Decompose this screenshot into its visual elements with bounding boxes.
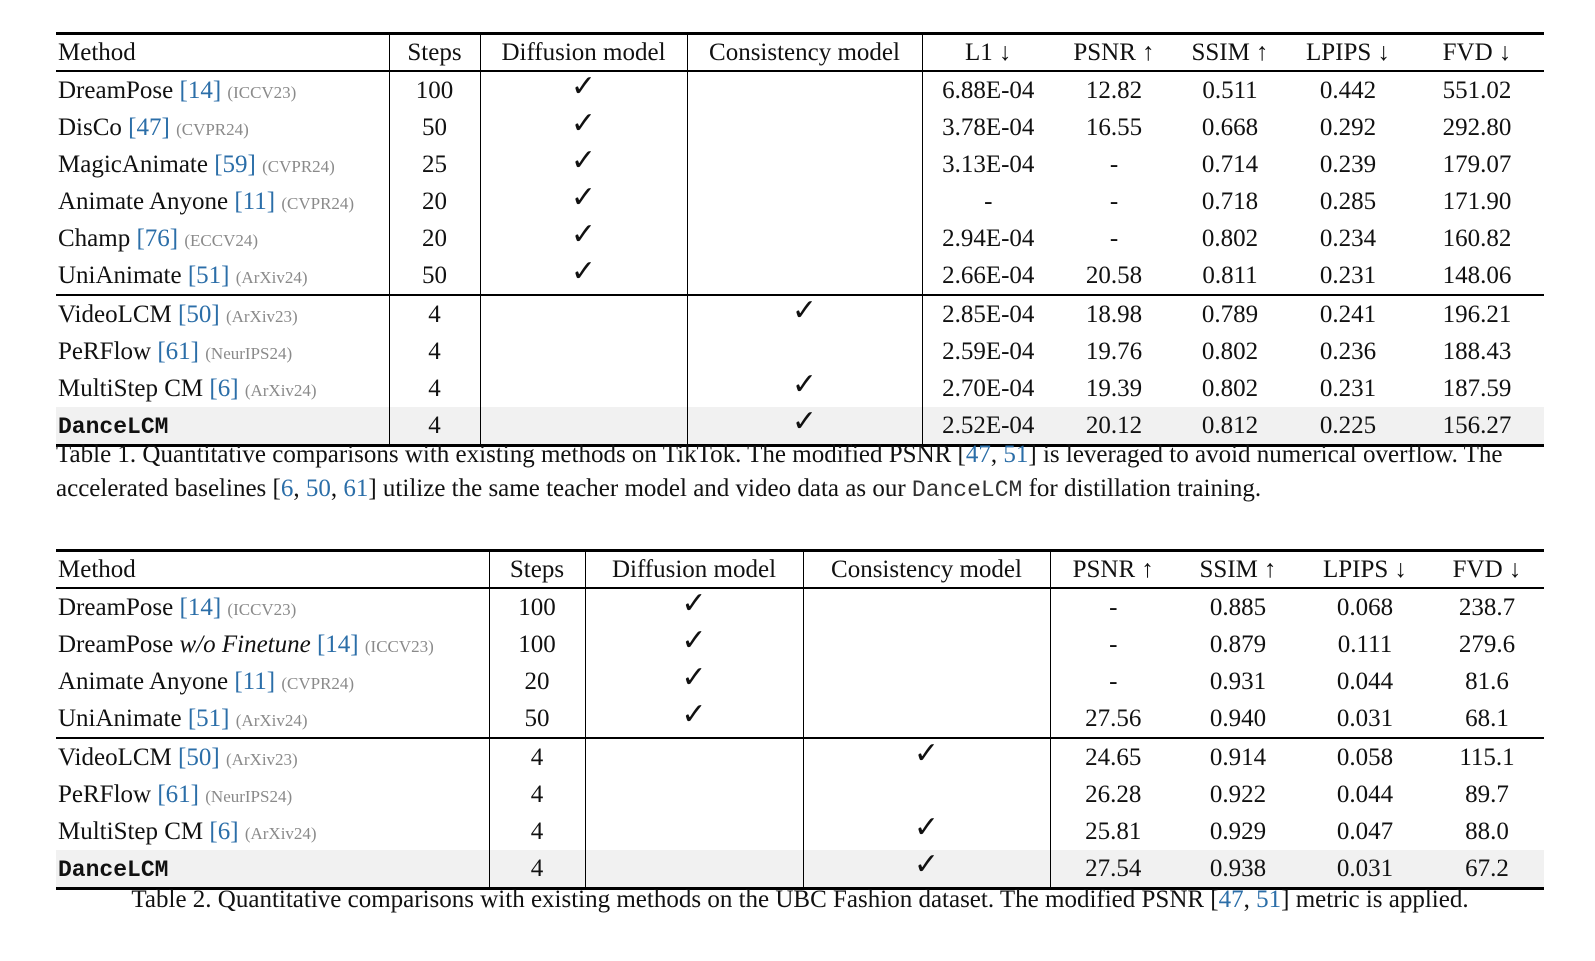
- table-row: [56, 71, 1544, 109]
- header-consistency-model: Consistency model: [687, 34, 922, 72]
- method-name: DisCo: [58, 114, 122, 141]
- consistency-model-cell: [803, 663, 1050, 700]
- checkmark-icon: ✓: [570, 216, 597, 252]
- consistency-model-cell: [687, 366, 922, 407]
- citation-link[interactable]: [14]: [316, 631, 359, 658]
- metric-cell: 160.82: [1442, 225, 1512, 252]
- diffusion-model-cell: [585, 585, 803, 626]
- method-cell: [56, 700, 489, 738]
- metric-cell: 0.802: [1201, 225, 1259, 252]
- steps-cell: 4: [489, 850, 585, 889]
- metric-cell: 0.047: [1336, 818, 1394, 845]
- diffusion-model-cell: [585, 622, 803, 663]
- metric-cell: 20.58: [1085, 262, 1143, 289]
- table-1-caption: [56, 438, 1544, 507]
- method-cell: [56, 257, 389, 295]
- metric-cell: 67.2: [1430, 850, 1544, 889]
- venue-label: (ArXiv24): [244, 381, 317, 400]
- metric-cell: 24.65: [1050, 738, 1176, 776]
- table-1-header-row: [56, 34, 1544, 72]
- diffusion-model-cell: [585, 738, 803, 776]
- metric-cell: 81.6: [1465, 668, 1509, 695]
- metric-cell: 3.78E-04: [942, 114, 1035, 141]
- metric-cell: -: [1109, 631, 1118, 658]
- checkmark-icon: ✓: [681, 696, 707, 732]
- table-row: [56, 776, 1544, 813]
- caption-text: Table 1. Quantitative comparisons with existing methods on TikTok. The modified PSNR [: [56, 441, 966, 468]
- metric-cell: 0.231: [1319, 262, 1377, 289]
- method-cell: [56, 663, 489, 700]
- metric-cell: 0.811: [1202, 262, 1258, 289]
- citation-link[interactable]: 61: [343, 475, 369, 502]
- metric-cell: 196.21: [1410, 295, 1544, 333]
- method-cell: [56, 146, 389, 183]
- diffusion-model-cell: [480, 216, 687, 257]
- citation-link[interactable]: [59]: [214, 151, 256, 178]
- citation-link[interactable]: 47: [965, 441, 991, 468]
- metric-cell: 0.802: [1201, 375, 1259, 402]
- table-row: [56, 333, 1544, 370]
- venue-label: (ArXiv24): [235, 711, 308, 730]
- header-lpips: LPIPS ↓: [1286, 34, 1410, 72]
- checkmark-icon: ✓: [570, 142, 597, 178]
- venue-label: (ECCV24): [184, 231, 259, 250]
- diffusion-model-cell: [585, 776, 803, 813]
- metric-cell: 0.511: [1202, 77, 1258, 104]
- venue-label: (ICCV23): [227, 83, 297, 102]
- metric-cell: 0.068: [1336, 594, 1394, 621]
- metric-cell: 148.06: [1442, 262, 1512, 289]
- metric-cell: 156.27: [1410, 407, 1544, 446]
- caption-text: ,: [330, 475, 344, 502]
- method-name: DanceLCM: [58, 856, 169, 883]
- caption-text: ,: [1243, 886, 1257, 913]
- steps-cell: 20: [389, 220, 480, 257]
- metric-cell: -: [1109, 188, 1119, 215]
- diffusion-model-cell: [585, 696, 803, 738]
- method-cell: [56, 220, 389, 257]
- venue-label: (CVPR24): [262, 157, 335, 176]
- citation-link[interactable]: 51: [1003, 441, 1029, 468]
- table-row: [56, 588, 1544, 626]
- metric-cell: 0.241: [1286, 295, 1410, 333]
- metric-cell: -: [1109, 594, 1118, 621]
- checkmark-icon: ✓: [913, 809, 940, 845]
- citation-link[interactable]: [50]: [178, 301, 220, 328]
- diffusion-model-cell: [480, 105, 687, 146]
- steps-cell: 4: [489, 738, 585, 776]
- metric-cell: -: [1109, 151, 1119, 178]
- citation-link[interactable]: [6]: [209, 375, 239, 402]
- citation-link[interactable]: [6]: [209, 818, 239, 845]
- citation-link[interactable]: [51]: [187, 705, 230, 732]
- metric-cell: 0.922: [1209, 781, 1267, 808]
- metric-cell: 0.031: [1336, 705, 1394, 732]
- consistency-model-cell: [803, 809, 1050, 850]
- steps-cell: 100: [489, 588, 585, 626]
- steps-cell: 20: [389, 183, 480, 220]
- caption-text: ] is leveraged to avoid numerical overflow. The accelerated baselines [: [56, 441, 1503, 502]
- citation-link[interactable]: [61]: [157, 338, 199, 365]
- method-name: MagicAnimate: [58, 151, 208, 178]
- table-2-caption: [56, 883, 1544, 917]
- method-cell: [56, 370, 389, 407]
- method-name: MultiStep CM: [58, 375, 204, 402]
- metric-cell: 0.802: [1201, 338, 1259, 365]
- metric-cell: 19.76: [1085, 338, 1143, 365]
- metric-cell: 2.70E-04: [942, 375, 1035, 402]
- metric-cell: 188.43: [1442, 338, 1512, 365]
- consistency-model-cell: [687, 183, 922, 220]
- metric-cell: 89.7: [1465, 781, 1509, 808]
- method-cell: [56, 109, 389, 146]
- checkmark-icon: ✓: [791, 403, 818, 439]
- diffusion-model-cell: [480, 333, 687, 370]
- metric-cell: 0.225: [1286, 407, 1410, 446]
- diffusion-model-cell: [480, 370, 687, 407]
- diffusion-model-cell: [480, 68, 687, 109]
- consistency-model-cell: [687, 109, 922, 146]
- header-psnr: PSNR ↑: [1050, 551, 1176, 589]
- table-row: [56, 257, 1544, 295]
- header-method: Method: [56, 34, 389, 72]
- steps-cell: 4: [489, 813, 585, 850]
- steps-cell: 4: [389, 295, 480, 333]
- header-fvd: FVD ↓: [1410, 34, 1544, 72]
- metric-cell: 25.81: [1085, 818, 1142, 845]
- consistency-model-cell: [687, 333, 922, 370]
- table-row: [56, 109, 1544, 146]
- metric-cell: 0.885: [1209, 594, 1267, 621]
- metric-cell: 279.6: [1458, 631, 1516, 658]
- table-row: [56, 146, 1544, 183]
- diffusion-model-cell: [585, 813, 803, 850]
- steps-cell: 4: [489, 776, 585, 813]
- citation-link[interactable]: [14]: [179, 77, 222, 104]
- table-row: [56, 295, 1544, 333]
- consistency-model-cell: [687, 257, 922, 295]
- method-name: UniAnimate: [58, 705, 182, 732]
- header-consistency-model: Consistency model: [803, 551, 1050, 589]
- metric-cell: 0.938: [1176, 850, 1300, 889]
- metric-cell: 0.231: [1319, 375, 1377, 402]
- steps-cell: 4: [389, 333, 480, 370]
- method-name: DreamPose: [58, 77, 174, 104]
- metric-cell: 0.879: [1209, 631, 1267, 658]
- method-cell: [56, 71, 389, 109]
- metric-cell: 27.56: [1085, 705, 1142, 732]
- citation-link[interactable]: 47: [1218, 886, 1244, 913]
- method-cell: [56, 813, 489, 850]
- metric-cell: 0.668: [1201, 114, 1259, 141]
- header-steps: Steps: [389, 34, 480, 72]
- method-cell: [56, 588, 489, 626]
- caption-text: Table 2. Quantitative comparisons with existing methods on the UBC Fashion dataset. The modified PSNR [: [131, 886, 1219, 913]
- citation-link[interactable]: [51]: [187, 262, 230, 289]
- table-row: [56, 183, 1544, 220]
- caption-text: ] metric is applied.: [1281, 886, 1469, 913]
- metric-cell: 0.789: [1174, 295, 1286, 333]
- caption-text: ] utilize the same teacher model and video data as our: [368, 475, 912, 502]
- metric-cell: 2.85E-04: [922, 295, 1054, 333]
- table-row: [56, 220, 1544, 257]
- metric-cell: -: [1109, 225, 1119, 252]
- metric-cell: 0.239: [1319, 151, 1377, 178]
- method-variant: w/o Finetune: [179, 631, 311, 658]
- citation-link[interactable]: 50: [305, 475, 331, 502]
- metric-cell: 0.044: [1336, 781, 1394, 808]
- checkmark-icon: ✓: [570, 105, 597, 141]
- consistency-model-cell: [687, 292, 922, 333]
- method-name: Animate Anyone: [58, 188, 229, 215]
- metric-cell: 0.292: [1319, 114, 1377, 141]
- method-cell: [56, 776, 489, 813]
- diffusion-model-cell: [585, 659, 803, 700]
- table-row: [56, 738, 1544, 776]
- checkmark-icon: ✓: [570, 179, 597, 215]
- table-row: [56, 663, 1544, 700]
- caption-text: ,: [990, 441, 1004, 468]
- metric-cell: 2.52E-04: [922, 407, 1054, 446]
- checkmark-icon: ✓: [791, 366, 818, 402]
- metric-cell: 0.914: [1176, 738, 1300, 776]
- metric-cell: 187.59: [1442, 375, 1512, 402]
- consistency-model-cell: [687, 220, 922, 257]
- citation-link[interactable]: [50]: [178, 744, 220, 771]
- metric-cell: 179.07: [1442, 151, 1512, 178]
- metric-cell: 20.12: [1054, 407, 1174, 446]
- metric-cell: 3.13E-04: [942, 151, 1035, 178]
- metric-cell: 16.55: [1085, 114, 1143, 141]
- method-cell: [56, 183, 389, 220]
- consistency-model-cell: [687, 71, 922, 109]
- checkmark-icon: ✓: [681, 622, 707, 658]
- metric-cell: 0.234: [1319, 225, 1377, 252]
- method-name: DreamPose: [58, 631, 180, 658]
- metric-cell: 0.285: [1319, 188, 1377, 215]
- venue-label: (CVPR24): [281, 194, 355, 213]
- header-steps: Steps: [489, 551, 585, 589]
- diffusion-model-cell: [480, 253, 687, 295]
- method-cell: [56, 333, 389, 370]
- steps-cell: 25: [389, 146, 480, 183]
- metric-cell: 0.058: [1300, 738, 1430, 776]
- steps-cell: 4: [389, 407, 480, 446]
- metric-cell: 0.812: [1174, 407, 1286, 446]
- metric-cell: 2.66E-04: [942, 262, 1035, 289]
- metric-cell: -: [984, 188, 993, 215]
- checkmark-icon: ✓: [913, 846, 940, 882]
- citation-link[interactable]: [47]: [128, 114, 170, 141]
- method-name: VideoLCM: [58, 301, 172, 328]
- method-name: MultiStep CM: [58, 818, 204, 845]
- metric-cell: 0.929: [1209, 818, 1267, 845]
- method-name: Champ: [58, 225, 131, 252]
- citation-link[interactable]: [11]: [234, 188, 276, 215]
- header-lpips: LPIPS ↓: [1300, 551, 1430, 589]
- consistency-model-cell: [687, 146, 922, 183]
- citation-link[interactable]: [14]: [179, 594, 222, 621]
- method-name: DreamPose: [58, 594, 174, 621]
- header-method: Method: [56, 551, 489, 589]
- citation-link[interactable]: [76]: [136, 225, 179, 252]
- metric-cell: 68.1: [1465, 705, 1509, 732]
- steps-cell: 4: [389, 370, 480, 407]
- metric-cell: 88.0: [1465, 818, 1509, 845]
- checkmark-icon: ✓: [681, 585, 707, 621]
- header-l1: L1 ↓: [922, 34, 1054, 72]
- consistency-model-cell: [803, 700, 1050, 738]
- method-name: PeRFlow: [58, 338, 152, 365]
- venue-label: (ArXiv24): [244, 824, 317, 843]
- venue-label: (NeurIPS24): [205, 344, 293, 363]
- citation-link[interactable]: 6: [280, 475, 294, 502]
- metric-cell: 18.98: [1054, 295, 1174, 333]
- metric-cell: 0.940: [1209, 705, 1267, 732]
- table-row: [56, 813, 1544, 850]
- steps-cell: 100: [489, 626, 585, 663]
- metric-cell: 0.442: [1319, 77, 1377, 104]
- method-name: VideoLCM: [58, 744, 172, 771]
- citation-link[interactable]: [11]: [234, 668, 276, 695]
- caption-text: ,: [293, 475, 306, 502]
- table-2-header-row: [56, 551, 1544, 589]
- venue-label: (ArXiv24): [235, 268, 308, 287]
- checkmark-icon: ✓: [570, 253, 597, 289]
- consistency-model-cell: [803, 626, 1050, 663]
- consistency-model-cell: [803, 588, 1050, 626]
- method-cell: [56, 626, 489, 663]
- steps-cell: 50: [489, 700, 585, 738]
- steps-cell: 50: [389, 109, 480, 146]
- venue-label: (CVPR24): [281, 674, 355, 693]
- steps-cell: 20: [489, 663, 585, 700]
- metric-cell: 0.718: [1201, 188, 1259, 215]
- steps-cell: 100: [389, 71, 480, 109]
- method-name: Animate Anyone: [58, 668, 229, 695]
- metric-cell: 0.236: [1319, 338, 1377, 365]
- method-name: PeRFlow: [58, 781, 152, 808]
- metric-cell: 12.82: [1085, 77, 1143, 104]
- diffusion-model-cell: [480, 179, 687, 220]
- venue-label: (ArXiv23): [225, 750, 298, 769]
- header-diffusion-model: Diffusion model: [585, 551, 803, 589]
- venue-label: (CVPR24): [176, 120, 249, 139]
- checkmark-icon: ✓: [913, 735, 940, 771]
- metric-cell: 238.7: [1458, 594, 1516, 621]
- metric-cell: 26.28: [1085, 781, 1142, 808]
- steps-cell: 50: [389, 257, 480, 295]
- metric-cell: 292.80: [1442, 114, 1512, 141]
- metric-cell: 171.90: [1442, 188, 1512, 215]
- venue-label: (ICCV23): [364, 637, 434, 656]
- method-name: UniAnimate: [58, 262, 182, 289]
- checkmark-icon: ✓: [791, 292, 818, 328]
- citation-link[interactable]: [61]: [157, 781, 199, 808]
- header-diffusion-model: Diffusion model: [480, 34, 687, 72]
- metric-cell: 6.88E-04: [942, 77, 1035, 104]
- metric-cell: 551.02: [1442, 77, 1512, 104]
- caption-method-name: DanceLCM: [911, 477, 1023, 503]
- consistency-model-cell: [803, 776, 1050, 813]
- metric-cell: 0.044: [1336, 668, 1394, 695]
- venue-label: (ICCV23): [227, 600, 297, 619]
- method-cell: [56, 738, 489, 776]
- metric-cell: 115.1: [1430, 738, 1544, 776]
- citation-link[interactable]: 51: [1256, 886, 1282, 913]
- table-row: [56, 626, 1544, 663]
- metric-cell: 27.54: [1050, 850, 1176, 889]
- method-name: DanceLCM: [58, 413, 169, 440]
- header-ssim: SSIM ↑: [1174, 34, 1286, 72]
- metric-cell: 2.59E-04: [942, 338, 1035, 365]
- table-row: [56, 700, 1544, 738]
- venue-label: (NeurIPS24): [205, 787, 293, 806]
- metric-cell: 0.031: [1300, 850, 1430, 889]
- consistency-model-cell: [803, 735, 1050, 776]
- table-2: [56, 549, 1544, 890]
- metric-cell: 0.111: [1337, 631, 1393, 658]
- caption-text: for distillation training.: [1022, 475, 1262, 502]
- venue-label: (ArXiv23): [225, 307, 298, 326]
- metric-cell: 2.94E-04: [942, 225, 1035, 252]
- header-fvd: FVD ↓: [1430, 551, 1544, 589]
- table-1: [56, 32, 1544, 447]
- checkmark-icon: ✓: [681, 659, 707, 695]
- method-cell: [56, 295, 389, 333]
- header-psnr: PSNR ↑: [1054, 34, 1174, 72]
- metric-cell: -: [1109, 668, 1118, 695]
- metric-cell: 19.39: [1085, 375, 1143, 402]
- table-row: [56, 370, 1544, 407]
- checkmark-icon: ✓: [570, 68, 597, 104]
- metric-cell: 0.714: [1201, 151, 1259, 178]
- diffusion-model-cell: [480, 142, 687, 183]
- diffusion-model-cell: [480, 295, 687, 333]
- metric-cell: 0.931: [1209, 668, 1267, 695]
- header-ssim: SSIM ↑: [1176, 551, 1300, 589]
